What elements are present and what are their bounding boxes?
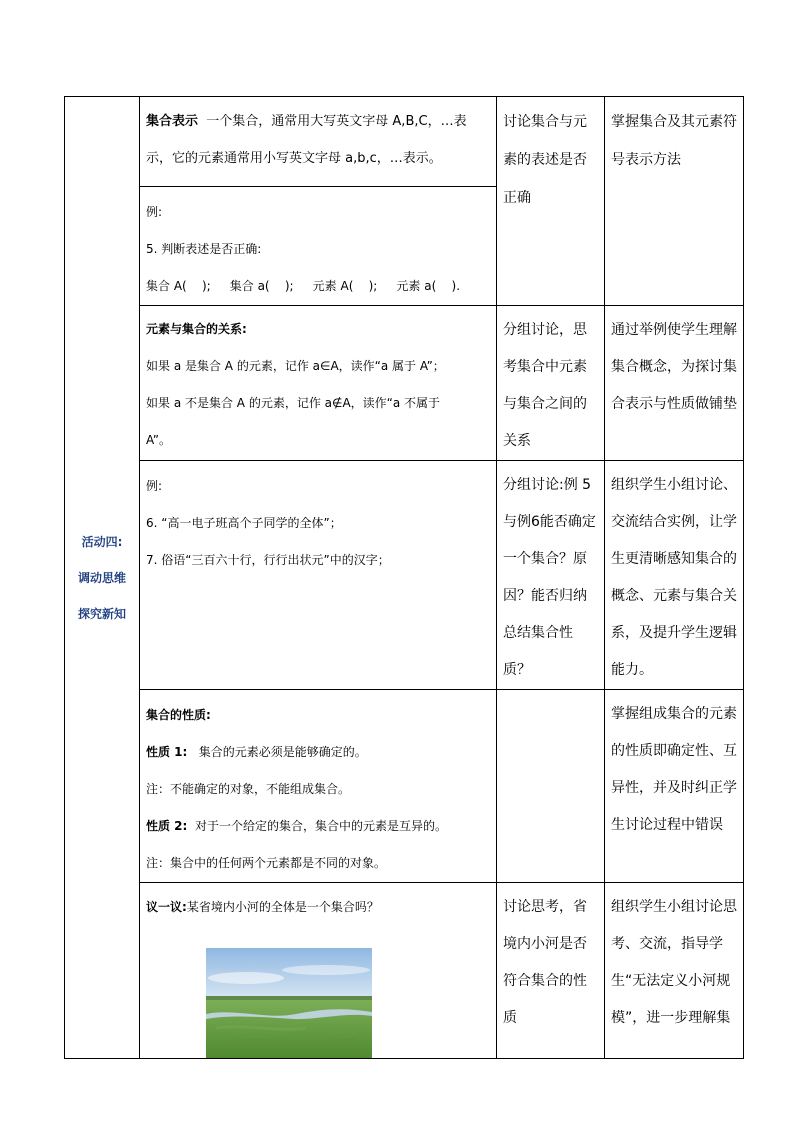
example-6: 6. “高一电子班高个子同学的全体”； <box>146 516 342 530</box>
examples-6-7-cell <box>140 461 497 690</box>
river-grassland-photo <box>206 948 372 1058</box>
design-intent-cell-4 <box>605 690 744 883</box>
design-intent-1: 掌握集合及其元素符号表示方法 <box>611 114 737 168</box>
example-5-options: 集合 A( ); 集合 a( ); 元素 A( ); 元素 a( ). <box>146 279 461 293</box>
student-activity-cell-3 <box>497 461 605 690</box>
design-intent-3: 组织学生小组讨论、交流结合实例，让学生更清晰感知集合的概念、元素与集合关系，及提升学生逻辑能力。 <box>611 477 737 678</box>
student-activity-5: 讨论思考，省境内小河是否符合集合的性质 <box>503 899 587 1026</box>
property-1-text: 集合的元素必须是能够确定的。 <box>198 745 367 759</box>
example-label-2: 例: <box>146 479 163 493</box>
property-2-note: 注：集合中的任何两个元素都是不同的对象。 <box>146 856 387 870</box>
student-activity-cell-4 <box>497 690 605 883</box>
design-intent-cell-2 <box>605 306 744 461</box>
design-intent-cell-1 <box>605 97 744 306</box>
property-2-text: 对于一个给定的集合，集合中的元素是互异的。 <box>194 819 447 833</box>
student-activity-1: 讨论集合与元素的表述是否正确 <box>503 114 587 206</box>
set-properties-cell <box>140 690 497 883</box>
student-activity-cell-1 <box>497 97 605 306</box>
example-label-1: 例: <box>146 205 163 219</box>
student-activity-cell-5 <box>497 883 605 1059</box>
activity-title: 活动四: <box>81 534 123 549</box>
example-5-cell <box>140 187 497 306</box>
design-intent-cell-3 <box>605 461 744 690</box>
discussion-question: 某省境内小河的全体是一个集合吗？ <box>186 900 379 914</box>
element-relation-line-2: 如果 a 不是集合 A 的元素，记作 a∉A，读作“a 不属于 <box>146 396 441 410</box>
design-intent-2: 通过举例使学生理解集合概念，为探讨集合表示与性质做铺垫 <box>611 322 737 412</box>
lesson-plan-table <box>64 96 744 1059</box>
set-properties-title: 集合的性质: <box>146 708 211 722</box>
property-1-label: 性质 1: <box>146 745 188 759</box>
element-relation-cell <box>140 306 497 461</box>
notation-text-1: 一个集合，通常用大写英文字母 A,B,C，…表 <box>206 114 467 129</box>
student-activity-cell-2 <box>497 306 605 461</box>
activity-label-cell <box>65 97 140 1059</box>
element-relation-line-1: 如果 a 是集合 A 的元素，记作 a∈A，读作“a 属于 A”； <box>146 359 445 373</box>
property-2-label: 性质 2: <box>146 819 188 833</box>
design-intent-5: 组织学生小组讨论思考、交流，指导学生“无法定义小河规模”，进一步理解集 <box>611 899 737 1026</box>
activity-subtitle-1: 调动思维 <box>77 570 126 585</box>
notation-cell <box>140 97 497 187</box>
example-5-question: 5. 判断表述是否正确: <box>146 242 262 256</box>
notation-text-2: 示，它的元素通常用小写英文字母 a,b,c，…表示。 <box>146 151 442 166</box>
student-activity-2: 分组讨论，思考集合中元素与集合之间的关系 <box>503 322 587 449</box>
design-intent-4: 掌握组成集合的元素的性质即确定性、互异性，并及时纠正学生讨论过程中错误 <box>611 706 737 833</box>
river-grassland-illustration <box>206 948 372 1058</box>
discussion-cell <box>140 883 497 1059</box>
element-relation-line-3: A”。 <box>146 433 171 447</box>
example-7: 7. 俗语“三百六十行，行行出状元”中的汉字； <box>146 553 390 567</box>
discussion-label: 议一议: <box>146 900 187 914</box>
property-1-note: 注：不能确定的对象，不能组成集合。 <box>146 782 351 796</box>
element-relation-title: 元素与集合的关系: <box>146 322 247 336</box>
design-intent-cell-5 <box>605 883 744 1059</box>
activity-subtitle-2: 探究新知 <box>77 606 126 621</box>
notation-label: 集合表示 <box>146 114 199 129</box>
student-activity-3: 分组讨论:例 5 与例6能否确定一个集合？原因？能否归纳总结集合性质？ <box>503 477 596 678</box>
